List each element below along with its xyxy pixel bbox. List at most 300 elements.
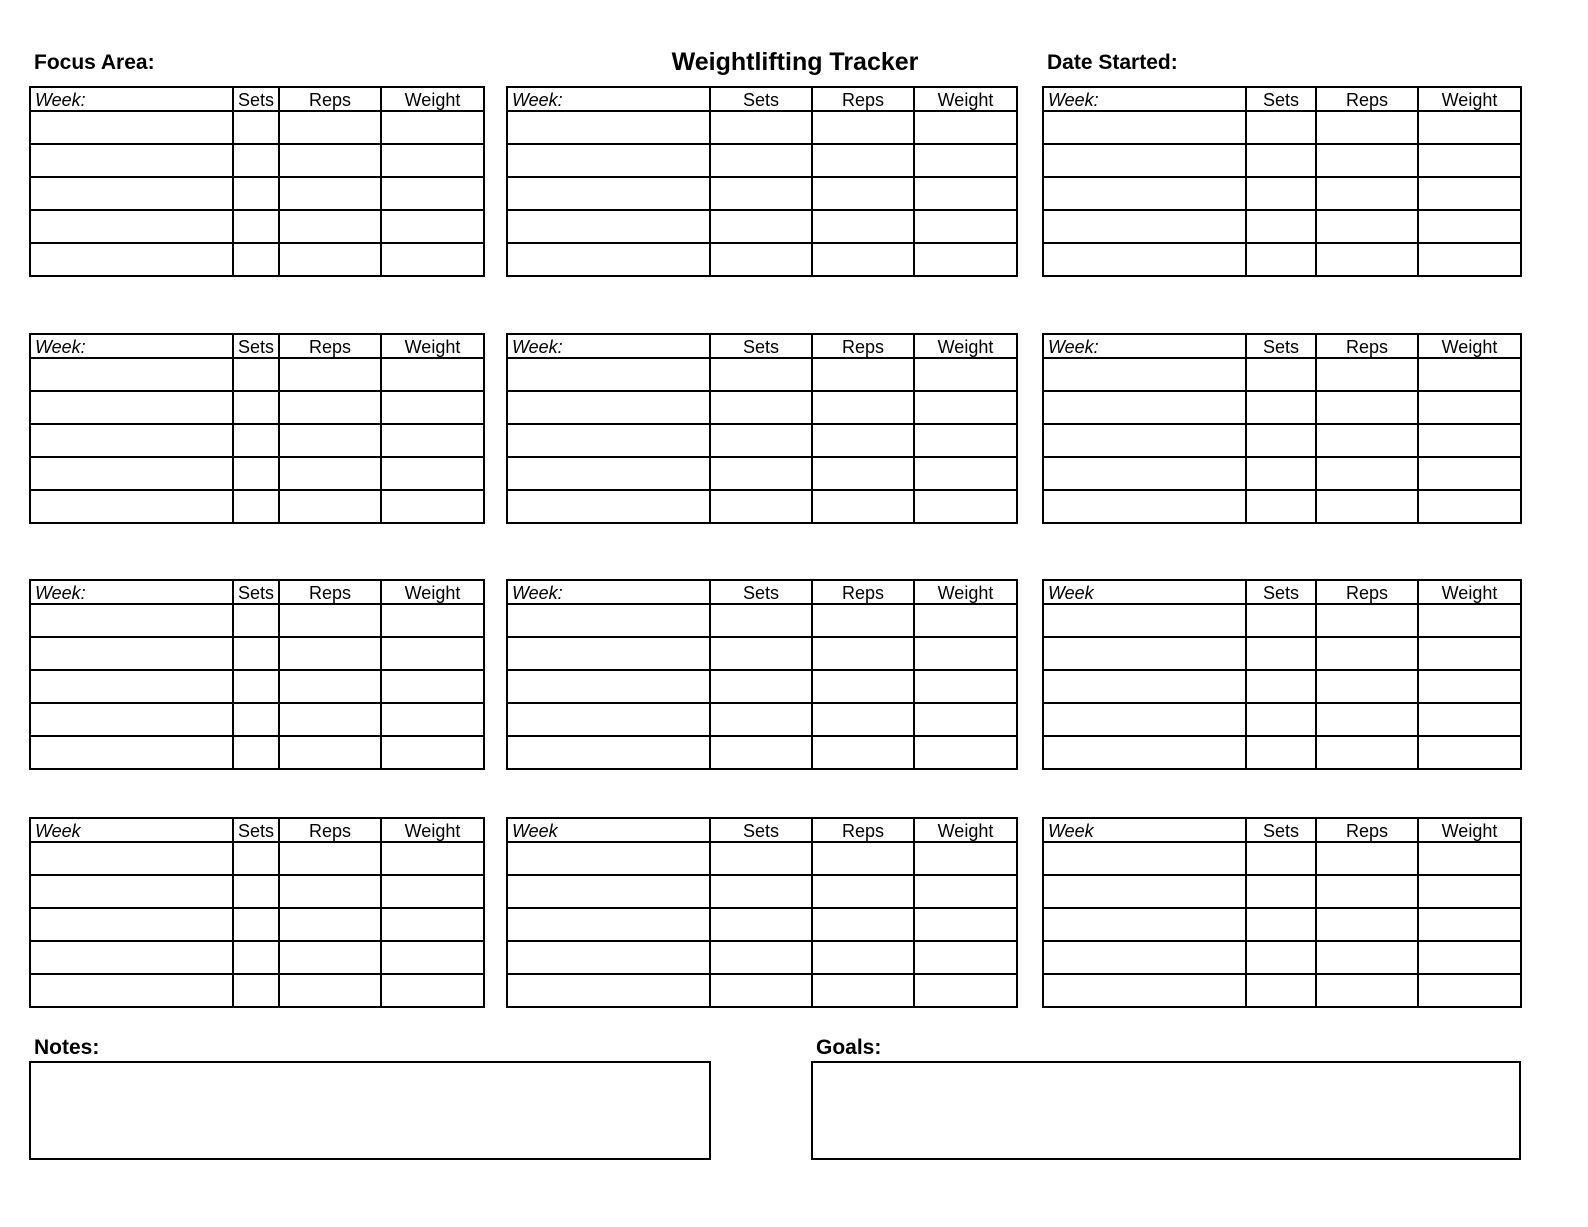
weight-cell[interactable] [381,490,484,523]
weight-cell[interactable] [1418,457,1521,490]
weight-cell[interactable] [381,974,484,1007]
sets-cell[interactable] [710,875,812,908]
reps-cell[interactable] [279,210,381,243]
week-cell[interactable] [30,604,233,637]
reps-cell[interactable] [279,842,381,875]
week-cell[interactable] [1043,177,1246,210]
reps-header: Reps [279,818,381,842]
weight-cell[interactable] [914,670,1017,703]
reps-cell[interactable] [279,941,381,974]
weight-cell[interactable] [914,842,1017,875]
reps-cell[interactable] [812,457,914,490]
week-cell[interactable] [1043,358,1246,391]
reps-cell[interactable] [812,111,914,144]
sets-cell[interactable] [1246,391,1316,424]
week-cell[interactable] [30,736,233,769]
week-cell[interactable] [30,210,233,243]
sets-header: Sets [233,580,279,604]
weight-header: Weight [1418,334,1521,358]
table-row [1043,908,1521,941]
reps-cell[interactable] [812,177,914,210]
weight-cell[interactable] [1418,703,1521,736]
sets-cell[interactable] [233,703,279,736]
weight-cell[interactable] [381,391,484,424]
sets-cell[interactable] [1246,111,1316,144]
table-row [507,490,1017,523]
table-row [30,875,484,908]
goals-box[interactable] [811,1061,1521,1160]
week-header: Week [507,818,710,842]
sets-cell[interactable] [233,908,279,941]
sets-cell[interactable] [710,736,812,769]
week-cell[interactable] [30,144,233,177]
reps-cell[interactable] [1316,637,1418,670]
date-started-label: Date Started: [1047,51,1178,74]
sets-cell[interactable] [1246,457,1316,490]
weight-cell[interactable] [381,941,484,974]
reps-cell[interactable] [1316,243,1418,276]
reps-cell[interactable] [279,111,381,144]
sets-cell[interactable] [1246,842,1316,875]
week-cell[interactable] [30,490,233,523]
weight-cell[interactable] [381,736,484,769]
reps-cell[interactable] [1316,210,1418,243]
reps-cell[interactable] [1316,111,1418,144]
weight-cell[interactable] [1418,637,1521,670]
notes-box[interactable] [29,1061,711,1160]
sets-cell[interactable] [1246,941,1316,974]
sets-cell[interactable] [1246,703,1316,736]
week-cell[interactable] [1043,875,1246,908]
weight-cell[interactable] [1418,604,1521,637]
weight-cell[interactable] [914,875,1017,908]
sets-cell[interactable] [1246,210,1316,243]
table-row [30,703,484,736]
sets-header: Sets [710,334,812,358]
week-cell[interactable] [1043,210,1246,243]
week-cell[interactable] [30,670,233,703]
sets-cell[interactable] [710,210,812,243]
weight-cell[interactable] [914,424,1017,457]
week-cell[interactable] [507,908,710,941]
weight-cell[interactable] [1418,177,1521,210]
sets-cell[interactable] [710,144,812,177]
sets-cell[interactable] [710,490,812,523]
sets-cell[interactable] [233,111,279,144]
sets-header: Sets [710,580,812,604]
week-cell[interactable] [1043,703,1246,736]
reps-cell[interactable] [279,177,381,210]
weight-cell[interactable] [381,637,484,670]
week-cell[interactable] [507,604,710,637]
weight-cell[interactable] [381,144,484,177]
week-cell[interactable] [507,842,710,875]
week-cell[interactable] [1043,424,1246,457]
week-cell[interactable] [1043,670,1246,703]
sets-cell[interactable] [710,391,812,424]
weight-cell[interactable] [381,703,484,736]
reps-cell[interactable] [812,875,914,908]
sets-cell[interactable] [1246,974,1316,1007]
week-cell[interactable] [1043,111,1246,144]
workout-table [506,817,1018,1008]
sets-cell[interactable] [1246,144,1316,177]
reps-cell[interactable] [279,604,381,637]
sets-cell[interactable] [233,391,279,424]
sets-header: Sets [1246,334,1316,358]
weight-cell[interactable] [1418,908,1521,941]
weight-cell[interactable] [1418,875,1521,908]
sets-cell[interactable] [233,974,279,1007]
workout-table [29,579,485,770]
table-row [1043,111,1521,144]
weight-header: Weight [1418,580,1521,604]
sets-cell[interactable] [233,210,279,243]
sets-cell[interactable] [233,424,279,457]
week-cell[interactable] [507,703,710,736]
week-cell[interactable] [507,457,710,490]
reps-cell[interactable] [1316,736,1418,769]
week-cell[interactable] [1043,243,1246,276]
weight-cell[interactable] [1418,670,1521,703]
reps-cell[interactable] [1316,670,1418,703]
week-cell[interactable] [30,637,233,670]
reps-cell[interactable] [1316,941,1418,974]
sets-cell[interactable] [1246,490,1316,523]
reps-cell[interactable] [1316,604,1418,637]
week-cell[interactable] [30,941,233,974]
week-cell[interactable] [507,144,710,177]
week-cell[interactable] [1043,457,1246,490]
weight-cell[interactable] [914,941,1017,974]
reps-cell[interactable] [812,703,914,736]
reps-cell[interactable] [1316,144,1418,177]
week-cell[interactable] [30,974,233,1007]
week-header: Week: [30,334,233,358]
reps-cell[interactable] [812,391,914,424]
table-row [507,670,1017,703]
weight-cell[interactable] [1418,144,1521,177]
week-cell[interactable] [30,243,233,276]
weight-cell[interactable] [381,358,484,391]
sets-cell[interactable] [233,490,279,523]
reps-cell[interactable] [1316,424,1418,457]
table-row [1043,736,1521,769]
sets-cell[interactable] [710,358,812,391]
reps-cell[interactable] [1316,490,1418,523]
weight-cell[interactable] [1418,358,1521,391]
table-row [30,457,484,490]
reps-cell[interactable] [279,424,381,457]
reps-cell[interactable] [279,457,381,490]
table-row [507,358,1017,391]
weight-cell[interactable] [914,243,1017,276]
week-header: Week: [30,87,233,111]
reps-cell[interactable] [812,604,914,637]
week-cell[interactable] [507,424,710,457]
reps-cell[interactable] [279,875,381,908]
sets-cell[interactable] [710,604,812,637]
week-cell[interactable] [507,358,710,391]
table-row [507,210,1017,243]
sets-cell[interactable] [710,974,812,1007]
weight-cell[interactable] [914,358,1017,391]
week-cell[interactable] [30,908,233,941]
week-cell[interactable] [30,111,233,144]
reps-cell[interactable] [279,391,381,424]
reps-header: Reps [1316,818,1418,842]
reps-cell[interactable] [812,144,914,177]
sets-cell[interactable] [233,457,279,490]
reps-cell[interactable] [1316,358,1418,391]
weight-cell[interactable] [914,177,1017,210]
sets-header: Sets [1246,87,1316,111]
weight-header: Weight [914,334,1017,358]
table-row [1043,703,1521,736]
weight-cell[interactable] [914,604,1017,637]
sets-cell[interactable] [233,842,279,875]
reps-cell[interactable] [812,908,914,941]
sets-cell[interactable] [710,111,812,144]
sets-cell[interactable] [710,457,812,490]
weight-cell[interactable] [381,842,484,875]
weight-header: Weight [1418,818,1521,842]
reps-cell[interactable] [812,358,914,391]
workout-table [506,86,1018,277]
weight-header: Weight [381,87,484,111]
sets-header: Sets [233,818,279,842]
weight-cell[interactable] [914,210,1017,243]
reps-cell[interactable] [812,941,914,974]
sets-cell[interactable] [1246,604,1316,637]
reps-cell[interactable] [1316,391,1418,424]
weight-cell[interactable] [914,490,1017,523]
reps-cell[interactable] [279,144,381,177]
reps-cell[interactable] [279,736,381,769]
table-row [1043,210,1521,243]
weight-cell[interactable] [381,875,484,908]
sets-cell[interactable] [1246,177,1316,210]
week-cell[interactable] [507,670,710,703]
weight-cell[interactable] [1418,210,1521,243]
reps-cell[interactable] [1316,875,1418,908]
week-cell[interactable] [1043,391,1246,424]
weight-cell[interactable] [381,908,484,941]
weight-cell[interactable] [381,457,484,490]
weight-cell[interactable] [381,177,484,210]
week-cell[interactable] [30,875,233,908]
reps-cell[interactable] [279,908,381,941]
week-cell[interactable] [507,391,710,424]
table-row [1043,144,1521,177]
weight-cell[interactable] [1418,941,1521,974]
weight-cell[interactable] [1418,974,1521,1007]
reps-cell[interactable] [279,490,381,523]
reps-cell[interactable] [1316,177,1418,210]
sets-cell[interactable] [233,243,279,276]
table-row [1043,490,1521,523]
reps-cell[interactable] [812,670,914,703]
week-cell[interactable] [1043,144,1246,177]
week-cell[interactable] [507,736,710,769]
reps-cell[interactable] [812,974,914,1007]
sets-cell[interactable] [233,144,279,177]
table-row [507,637,1017,670]
weight-cell[interactable] [1418,243,1521,276]
table-row [507,111,1017,144]
weight-header: Weight [914,580,1017,604]
week-cell[interactable] [30,391,233,424]
weight-cell[interactable] [381,604,484,637]
week-cell[interactable] [30,358,233,391]
week-cell[interactable] [1043,974,1246,1007]
reps-cell[interactable] [1316,457,1418,490]
table-row [30,604,484,637]
weight-cell[interactable] [914,144,1017,177]
reps-cell[interactable] [812,842,914,875]
weight-cell[interactable] [1418,424,1521,457]
week-cell[interactable] [507,177,710,210]
table-row [30,243,484,276]
sets-cell[interactable] [710,941,812,974]
week-cell[interactable] [30,457,233,490]
weight-cell[interactable] [914,391,1017,424]
weight-cell[interactable] [381,210,484,243]
sets-cell[interactable] [1246,670,1316,703]
week-cell[interactable] [507,875,710,908]
reps-cell[interactable] [279,243,381,276]
sets-cell[interactable] [233,736,279,769]
sets-cell[interactable] [710,670,812,703]
sets-cell[interactable] [1246,875,1316,908]
week-cell[interactable] [30,703,233,736]
table-row [30,490,484,523]
workout-table [1042,333,1522,524]
weight-cell[interactable] [914,908,1017,941]
weight-header: Weight [914,818,1017,842]
sets-cell[interactable] [710,637,812,670]
sets-cell[interactable] [1246,908,1316,941]
reps-cell[interactable] [812,637,914,670]
week-cell[interactable] [30,842,233,875]
reps-cell[interactable] [279,974,381,1007]
weight-header: Weight [381,334,484,358]
week-cell[interactable] [507,974,710,1007]
table-row [507,604,1017,637]
sets-cell[interactable] [1246,243,1316,276]
week-cell[interactable] [507,941,710,974]
table-row [1043,243,1521,276]
reps-cell[interactable] [812,243,914,276]
week-cell[interactable] [507,210,710,243]
table-row [507,875,1017,908]
sets-cell[interactable] [1246,637,1316,670]
sets-cell[interactable] [233,941,279,974]
reps-cell[interactable] [1316,703,1418,736]
reps-header: Reps [1316,87,1418,111]
week-cell[interactable] [1043,908,1246,941]
weight-cell[interactable] [1418,842,1521,875]
week-cell[interactable] [1043,637,1246,670]
sets-cell[interactable] [1246,358,1316,391]
sets-cell[interactable] [233,637,279,670]
weight-cell[interactable] [381,111,484,144]
weight-cell[interactable] [914,637,1017,670]
week-cell[interactable] [1043,842,1246,875]
weight-cell[interactable] [1418,490,1521,523]
reps-cell[interactable] [812,490,914,523]
workout-table [1042,579,1522,770]
sets-cell[interactable] [233,177,279,210]
week-cell[interactable] [1043,490,1246,523]
week-cell[interactable] [30,177,233,210]
sets-cell[interactable] [710,908,812,941]
reps-header: Reps [812,87,914,111]
week-header: Week: [1043,87,1246,111]
week-cell[interactable] [1043,736,1246,769]
table-row [507,391,1017,424]
week-cell[interactable] [507,637,710,670]
reps-cell[interactable] [812,210,914,243]
workout-table [1042,817,1522,1008]
week-cell[interactable] [507,490,710,523]
reps-cell[interactable] [279,637,381,670]
reps-cell[interactable] [812,736,914,769]
sets-cell[interactable] [710,177,812,210]
weight-cell[interactable] [381,670,484,703]
week-cell[interactable] [1043,604,1246,637]
weight-cell[interactable] [1418,111,1521,144]
table-row [1043,974,1521,1007]
reps-cell[interactable] [279,703,381,736]
weight-cell[interactable] [1418,736,1521,769]
weight-cell[interactable] [914,457,1017,490]
reps-cell[interactable] [1316,842,1418,875]
week-cell[interactable] [1043,941,1246,974]
reps-cell[interactable] [812,424,914,457]
reps-cell[interactable] [1316,974,1418,1007]
sets-cell[interactable] [1246,736,1316,769]
week-cell[interactable] [30,424,233,457]
reps-cell[interactable] [1316,908,1418,941]
weight-cell[interactable] [914,111,1017,144]
sets-cell[interactable] [710,842,812,875]
weight-cell[interactable] [381,243,484,276]
reps-cell[interactable] [279,670,381,703]
week-cell[interactable] [507,111,710,144]
workout-table [29,333,485,524]
weight-cell[interactable] [914,974,1017,1007]
sets-cell[interactable] [710,243,812,276]
table-row [1043,358,1521,391]
table-row [30,908,484,941]
sets-cell[interactable] [710,424,812,457]
weight-cell[interactable] [1418,391,1521,424]
table-row [1043,604,1521,637]
sets-cell[interactable] [233,875,279,908]
sets-cell[interactable] [233,670,279,703]
weight-cell[interactable] [381,424,484,457]
table-row [30,974,484,1007]
sets-cell[interactable] [1246,424,1316,457]
sets-cell[interactable] [710,703,812,736]
sets-cell[interactable] [233,604,279,637]
weight-cell[interactable] [914,703,1017,736]
week-cell[interactable] [507,243,710,276]
reps-cell[interactable] [279,358,381,391]
sets-cell[interactable] [233,358,279,391]
weight-cell[interactable] [914,736,1017,769]
